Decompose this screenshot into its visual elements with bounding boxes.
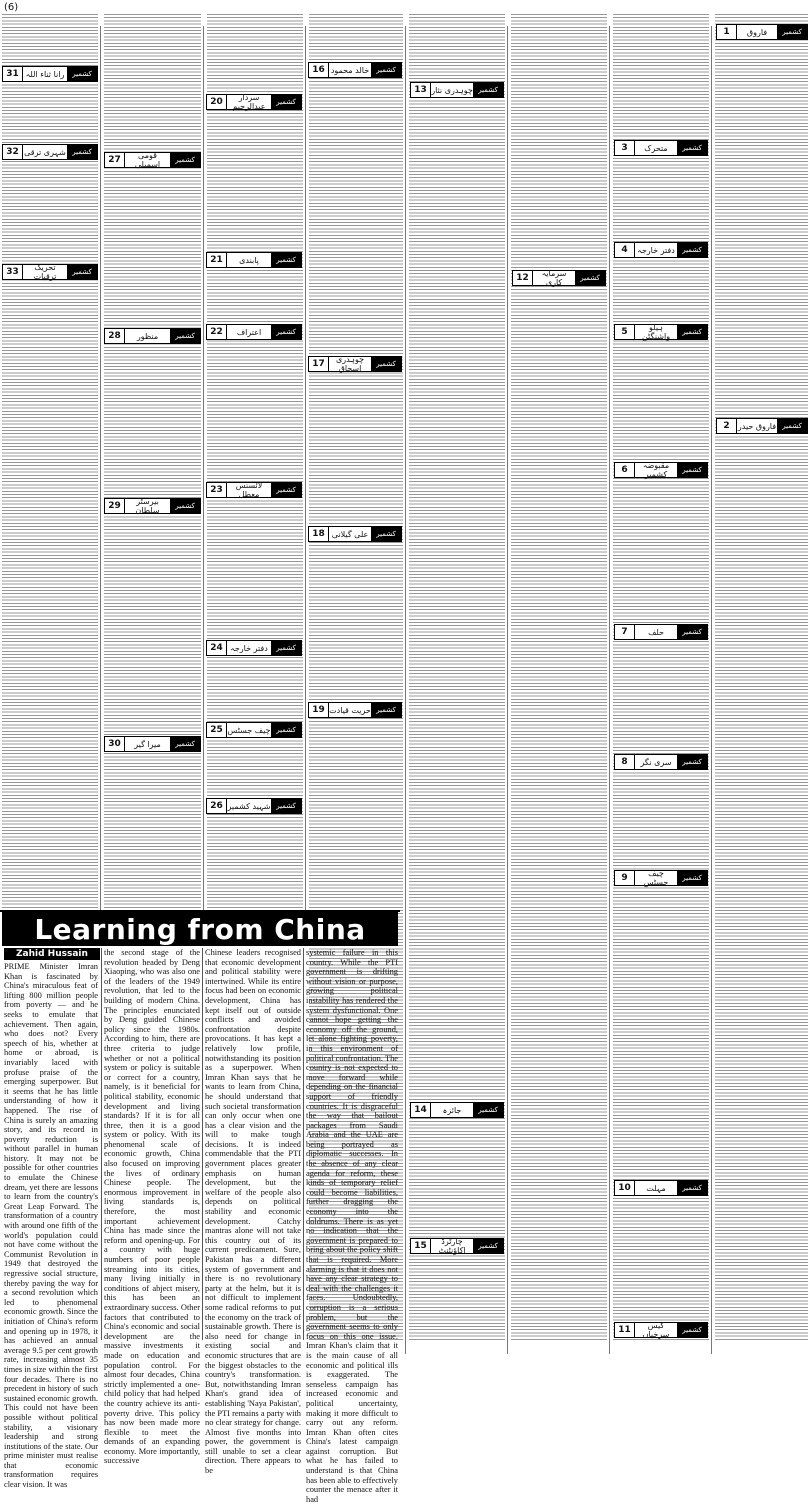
section-header-13: 13 چوہدری نثار کشمیر <box>410 82 504 98</box>
section-header-25: 25 چیف جسٹس کشمیر <box>206 722 302 738</box>
section-header-33: 33 تحریک ترقیات کشمیر <box>2 264 98 280</box>
section-header-14: 14 جائزہ کشمیر <box>410 1102 504 1118</box>
section-header-31: 31 رانا ثناء اللہ کشمیر <box>2 66 98 82</box>
section-header-20: 20 سردار عبدالرحیم کشمیر <box>206 94 302 110</box>
section-header-7: 7 حلف کشمیر <box>614 624 708 640</box>
column-rule <box>507 26 508 1354</box>
article-byline: Zahid Hussain <box>4 948 100 960</box>
column-rule <box>305 26 306 922</box>
column-rule <box>609 26 610 1354</box>
section-header-23: 23 لائسنس معطل کشمیر <box>206 482 302 498</box>
page-number: (6) <box>4 2 19 13</box>
column-rule <box>303 948 304 1340</box>
section-header-16: 16 خالد محمود کشمیر <box>308 62 402 78</box>
urdu-text-col-7 <box>613 14 709 1342</box>
section-header-18: 18 علی گیلانی کشمیر <box>308 526 402 542</box>
section-header-8: 8 سری نگر کشمیر <box>614 754 708 770</box>
section-header-22: 22 اعتراف کشمیر <box>206 324 302 340</box>
urdu-text-col-6 <box>511 14 607 1342</box>
section-header-17: 17 چوہدری اسحاق کشمیر <box>308 356 402 372</box>
urdu-text-col-2 <box>104 14 201 910</box>
column-rule <box>711 26 712 1354</box>
section-header-29: 29 بیرسٹر سلطان کشمیر <box>104 498 201 514</box>
column-rule <box>202 948 203 1340</box>
section-header-28: 28 منظور کشمیر <box>104 328 201 344</box>
column-rule <box>100 26 101 922</box>
section-header-21: 21 پابندی کشمیر <box>206 252 302 268</box>
section-header-15: 15 چارٹرڈ اکاؤنٹنٹ کشمیر <box>410 1238 504 1254</box>
section-header-2: 2 فاروق حیدر کشمیر <box>716 418 808 434</box>
article-column-3: Chinese leaders recognised that economic development and political stability were intertwined. While its entire focus had been on economic development, China has kept itself out of outside conflicts and avoided confrontation despite provocations. It has kept a relatively low profile, notwithstanding its position as a superpower. When Imran Khan says that he wants to learn from China, he should understand that such societal transformation can only occur when one has a clear vision and the will to make tough decisions. It is indeed commendable that the PTI government places greater emphasis on human development, but the welfare of the people also depends on political stability and economic development. Catchy mantras alone will not take this country out of its current predicament. Sure, Pakistan has a different system of government and there is no revolutionary party at the helm, but it is not difficult to implement some radical reforms to put the economy on the track of sustainable growth. There is also need for change in existing social and economic structures that are the biggest obstacles to the country's transformation. But, notwithstanding Imran Khan's grand idea of establishing 'Naya Pakistan', the PTI remains a party with no clear strategy for change. Almost five months into power, the government is still unable to set a clear direction. There appears to be <box>205 948 301 1476</box>
section-header-3: 3 متحرک کشمیر <box>614 140 708 156</box>
article-column-1: PRIME Minister Imran Khan is fascinated by China's miraculous feat of lifting 800 million people from poverty — and he seeks to emulate that achievement. Then again, who does not? Every speech of his, whether at home or abroad, is invariably laced with profuse praise of the emerging superpower. But it seems that he has little understanding of how it happened. The rise of China is surely an amazing story, and its record in poverty reduction is without parallel in human history. It may not be possible for other countries to emulate the Chinese dream, yet there are lessons to learn from the country's Great Leap Forward. The transformation of a country with around one fifth of the world's population could not have come without the Communist Revolution in 1949 that destroyed the regressive social structure, thereby paving the way for a second revolution which led to phenomenal economic growth. Since the initiation of China's reform and opening up in 1978, it has achieved an annual average 9.5 per cent growth rate, increasing almost 35 times in size within the first four decades. There is no precedent in history of such sustained economic growth. This could not have been possible without political stability, a visionary leadership and strong institutions of the state. Our prime minister must realise that economic transformation requires clear vision. It was <box>4 962 98 1490</box>
section-header-27: 27 قومی اسمبلی کشمیر <box>104 152 201 168</box>
section-header-24: 24 دفتر خارجہ کشمیر <box>206 640 302 656</box>
article-title: Learning from China <box>2 912 398 946</box>
column-rule <box>405 26 406 1354</box>
article-column-2: the second stage of the revolution headed by Deng Xiaoping, who was also one of the leaders of the 1949 revolution, that led to the building of modern China. The principles enunciated by Deng guided Chinese policy since the 1980s. According to him, there are three criteria to judge whether or not a political system or policy is suitable or correct for a country, namely, is it beneficial for political stability, economic development and living standards? If it is for all three, then it is a good system or policy. With its phenomenal scale of economic growth, China also focused on improving the lives of ordinary Chinese people. The enormous improvement in living standards is, therefore, the most important achievement China has made since the reform and opening-up. For a country with huge numbers of poor people streaming into its cities, many living initially in conditions of abject misery, this has been an extraordinary success. Other factors that contributed to China's economic and social development are the massive investments it made on education and population control. For almost four decades, China strictly implemented a one-child policy that had helped the country achieve its anti-poverty drive. This policy has now been made more flexible to meet the demands of an expanding economy. More importantly, successive <box>104 948 200 1466</box>
column-rule <box>101 948 102 1340</box>
section-header-26: 26 شہید کشمیر کشمیر <box>206 798 302 814</box>
section-header-30: 30 میرا گیر کشمیر <box>104 736 201 752</box>
section-header-6: 6 مقبوضہ کشمیر کشمیر <box>614 462 708 478</box>
section-header-11: 11 کیس سرخیاں کشمیر <box>614 1322 708 1338</box>
section-header-9: 9 چیف جسٹس کشمیر <box>614 870 708 886</box>
section-header-32: 32 شہری ترقی کشمیر <box>2 144 98 160</box>
urdu-text-col-8 <box>715 14 808 1342</box>
article-column-4: systemic failure in this country. While the PTI government is drifting without vision or purpose, growing political instability has rendered the system dysfunctional. One cannot hope getting the economy off the ground, let alone fighting poverty, in this environment of political confrontation. The country is not expected to move forward while depending on the financial support of friendly countries. It is disgraceful the way that bailout packages from Saudi Arabia and the UAE are being portrayed as diplomatic successes. In the absence of any clear agenda for reform, these kinds of temporary relief could become liabilities, further dragging the economy into the doldrums. There is as yet no indication that the government is prepared to bring about the policy shift that is required. More alarming is that it does not have any clear strategy to deal with the challenges it faces. Undoubtedly, corruption is a serious problem, but the government seems to only focus on this one issue. Imran Khan's claim that it is the main cause of all economic and political ills is exaggerated. The senseless campaign has increased economic and political uncertainty, making it more difficult to carry out any reform. Imran Khan often cites China's latest campaign against corruption. But what he has failed to understand is that China has been able to effectively counter the menace after it had <box>306 948 398 1504</box>
urdu-text-col-3 <box>207 14 303 910</box>
column-rule <box>203 26 204 922</box>
urdu-text-col-5 <box>409 14 505 1342</box>
section-header-4: 4 دفتر خارجہ کشمیر <box>614 242 708 258</box>
section-header-1: 1 فاروق کشمیر <box>716 24 808 40</box>
section-header-12: 12 سرمایہ کاری کشمیر <box>512 270 606 286</box>
section-header-10: 10 مہلت کشمیر <box>614 1180 708 1196</box>
section-header-5: 5 ہیلو واشنگٹن کشمیر <box>614 324 708 340</box>
section-header-19: 19 حریت قیادت کشمیر <box>308 702 402 718</box>
